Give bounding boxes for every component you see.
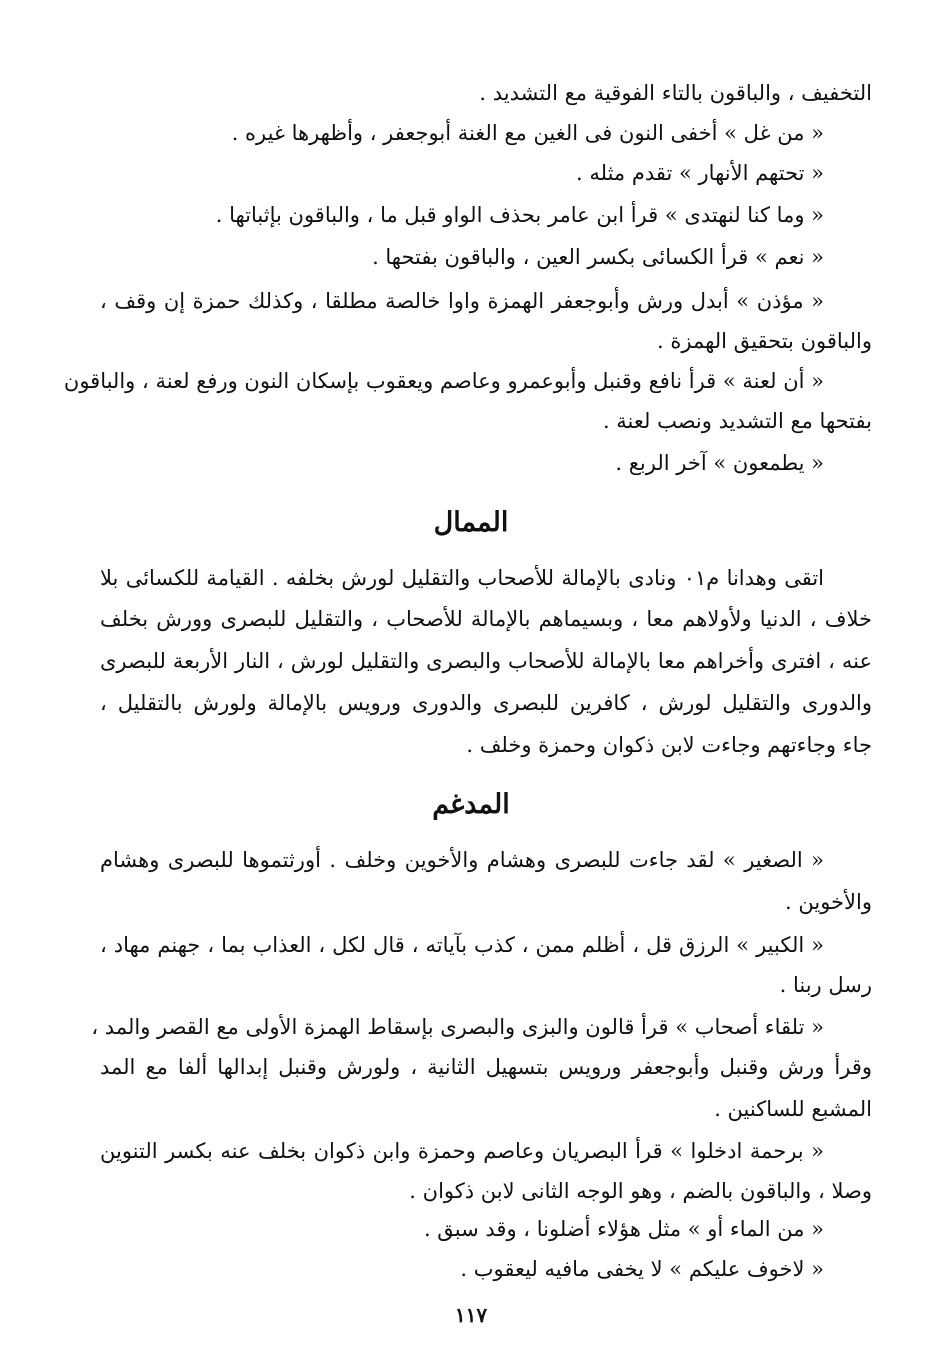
text-line: التخفيف ، والباقون بالتاء الفوقية مع التشديد .: [479, 81, 872, 105]
text-line: جاء وجاءتهم وجاءت لابن ذكوان وحمزة وخلف .: [466, 733, 872, 757]
text-line: عنه ، افترى وأخراهم معا بالإمالة للأصحاب والبصرى والتقليل لورش ، النار الأربعة للبصرى: [100, 649, 872, 673]
page-number: ١١٧: [454, 1303, 488, 1327]
section-heading: الممال: [433, 507, 509, 538]
section-heading: المدغم: [432, 789, 510, 820]
text-line: « برحمة ادخلوا » قرأ البصريان وعاصم وحمزة وابن ذكوان بخلف عنه بكسر التنوين: [100, 1139, 824, 1163]
text-line: « مؤذن » أبدل ورش وأبوجعفر الهمزة واوا خالصة مطلقا ، وكذلك حمزة إن وقف ،: [100, 289, 824, 313]
text-line: والدورى والتقليل لورش ، كافرين للبصرى والدورى ورويس بالإمالة ولورش بالتقليل ،: [100, 691, 872, 715]
text-line: « تلقاء أصحاب » قرأ قالون والبزى والبصرى بإسقاط الهمزة الأولى مع القصر والمد ،: [91, 1015, 824, 1039]
text-line: « الكبير » الرزق قل ، أظلم ممن ، كذب بآياته ، قال لكل ، العذاب بما ، جهنم مهاد ،: [100, 933, 824, 957]
text-line: اتقى وهدانا م٠١ ونادى بالإمالة للأصحاب والتقليل لورش بخلفه . القيامة للكسائى بلا: [100, 566, 825, 590]
text-line: « أن لعنة » قرأ نافع وقنبل وأبوعمرو وعاصم ويعقوب بإسكان النون ورفع لعنة ، والباقون: [63, 369, 824, 393]
text-line: « الصغير » لقد جاءت للبصرى وهشام والأخوين وخلف . أورثتموها للبصرى وهشام: [100, 848, 824, 872]
text-line: المشبع للساكنين .: [714, 1097, 872, 1121]
text-line: « لاخوف عليكم » لا يخفى مافيه ليعقوب .: [460, 1257, 824, 1281]
text-line: بفتحها مع التشديد ونصب لعنة .: [602, 409, 872, 433]
text-line: والباقون بتحقيق الهمزة .: [657, 329, 872, 353]
text-line: « من غل » أخفى النون فى الغين مع الغنة أبوجعفر ، وأظهرها غيره .: [231, 121, 824, 145]
text-line: خلاف ، الدنيا ولأولاهم معا ، وبسيماهم بالإمالة للأصحاب ، والتقليل للبصرى وورش بخلف: [100, 607, 872, 631]
text-line: رسل ربنا .: [779, 973, 872, 997]
text-line: « تحتهم الأنهار » تقدم مثله .: [576, 161, 824, 185]
text-line: والأخوين .: [785, 890, 872, 914]
text-line: وقرأ ورش وقنبل وأبوجعفر ورويس بتسهيل الثانية ، ولورش وقنبل إبدالها ألفا مع المد: [100, 1055, 872, 1079]
text-line: وصلا ، والباقون بالضم ، وهو الوجه الثانى لابن ذكوان .: [409, 1179, 872, 1203]
text-line: « من الماء أو » مثل هؤلاء أضلونا ، وقد سبق .: [423, 1217, 824, 1241]
text-line: « وما كنا لنهتدى » قرأ ابن عامر بحذف الواو قبل ما ، والباقون بإثباتها .: [215, 203, 824, 227]
text-line: « يطمعون » آخر الربع .: [615, 451, 824, 475]
text-line: « نعم » قرأ الكسائى بكسر العين ، والباقون بفتحها .: [372, 245, 824, 269]
